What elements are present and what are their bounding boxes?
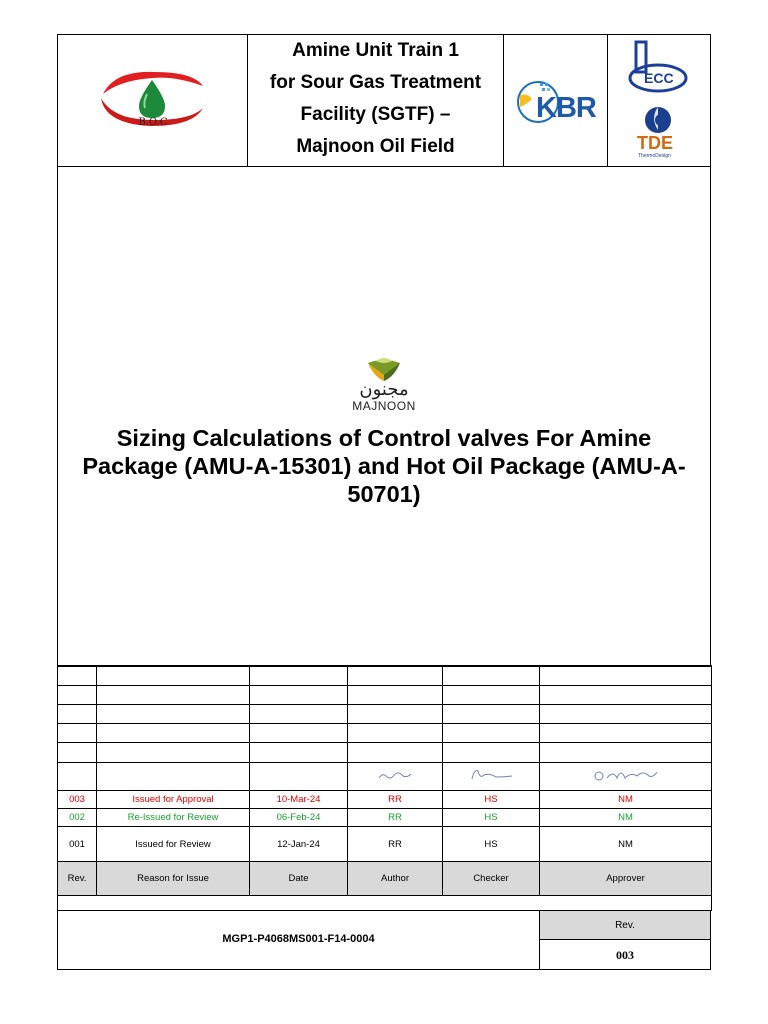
date-cell: 10-Mar-24 (250, 791, 348, 809)
tde-logo-text: TDE (637, 133, 673, 153)
header-divider-2 (503, 34, 504, 167)
reason-header: Reason for Issue (97, 862, 250, 896)
checker-signature (443, 763, 540, 791)
project-title (248, 34, 503, 167)
rev-cell: 002 (58, 809, 97, 827)
table-row (58, 791, 712, 809)
reason-cell: Issued for Approval (97, 791, 250, 809)
author-signature (348, 763, 443, 791)
table-row-empty (58, 724, 712, 743)
table-spacer-row (58, 896, 712, 911)
table-row (58, 827, 712, 862)
checker-header: Checker (443, 862, 540, 896)
boc-logo-text: B.O.C (138, 117, 168, 128)
header-divider-3 (607, 34, 608, 167)
project-title-line-3: Facility (SGTF) – (300, 104, 451, 125)
table-row-empty (58, 705, 712, 724)
author-cell: RR (348, 809, 443, 827)
date-cell: 12-Jan-24 (250, 827, 348, 862)
reason-cell: Issued for Review (97, 827, 250, 862)
rev-label: Rev. (615, 920, 635, 931)
approver-cell: NM (540, 791, 712, 809)
approver-header: Approver (540, 862, 712, 896)
rev-label-cell (540, 911, 710, 940)
table-row-empty (58, 743, 712, 763)
majnoon-logo-arabic: مجنون (359, 379, 409, 399)
table-row (58, 809, 712, 827)
rev-value: 003 (616, 948, 634, 962)
boc-logo (95, 64, 210, 136)
date-header: Date (250, 862, 348, 896)
date-cell: 06-Feb-24 (250, 809, 348, 827)
kbr-logo-text: KBR (536, 92, 596, 124)
tde-logo (628, 100, 688, 164)
tde-logo-subtext: ThermoDesign (638, 153, 671, 159)
reason-cell: Re-Issued for Review (97, 809, 250, 827)
approver-cell: NM (540, 809, 712, 827)
checker-cell: HS (443, 791, 540, 809)
majnoon-logo (330, 355, 438, 417)
document-title: Sizing Calculations of Control valves For Amine Package (AMU-A-15301) and Hot Oil Package (AMU-A-50701) (82, 425, 686, 507)
approver-signature (540, 763, 712, 791)
kbr-logo (510, 75, 602, 131)
revision-table (57, 665, 712, 911)
checker-cell: HS (443, 827, 540, 862)
approver-cell: NM (540, 827, 712, 862)
author-cell: RR (348, 791, 443, 809)
ecc-logo (624, 40, 688, 94)
project-title-line-2: for Sour Gas Treatment (269, 72, 482, 93)
project-title-line-1: Amine Unit Train 1 (292, 40, 459, 61)
rev-cell: 003 (58, 791, 97, 809)
checker-cell: HS (443, 809, 540, 827)
document-number: MGP1-P4068MS001-F14-0004 (222, 933, 375, 945)
signature-row (58, 763, 712, 791)
author-header: Author (348, 862, 443, 896)
project-title-line-4: Majnoon Oil Field (296, 136, 455, 157)
table-header-row (58, 862, 712, 896)
table-row-empty (58, 686, 712, 705)
rev-cell: 001 (58, 827, 97, 862)
author-cell: RR (348, 827, 443, 862)
rev-header: Rev. (58, 862, 97, 896)
ecc-logo-text: ECC (644, 70, 674, 86)
majnoon-logo-text: MAJNOON (352, 399, 416, 413)
table-row-empty (58, 666, 712, 686)
